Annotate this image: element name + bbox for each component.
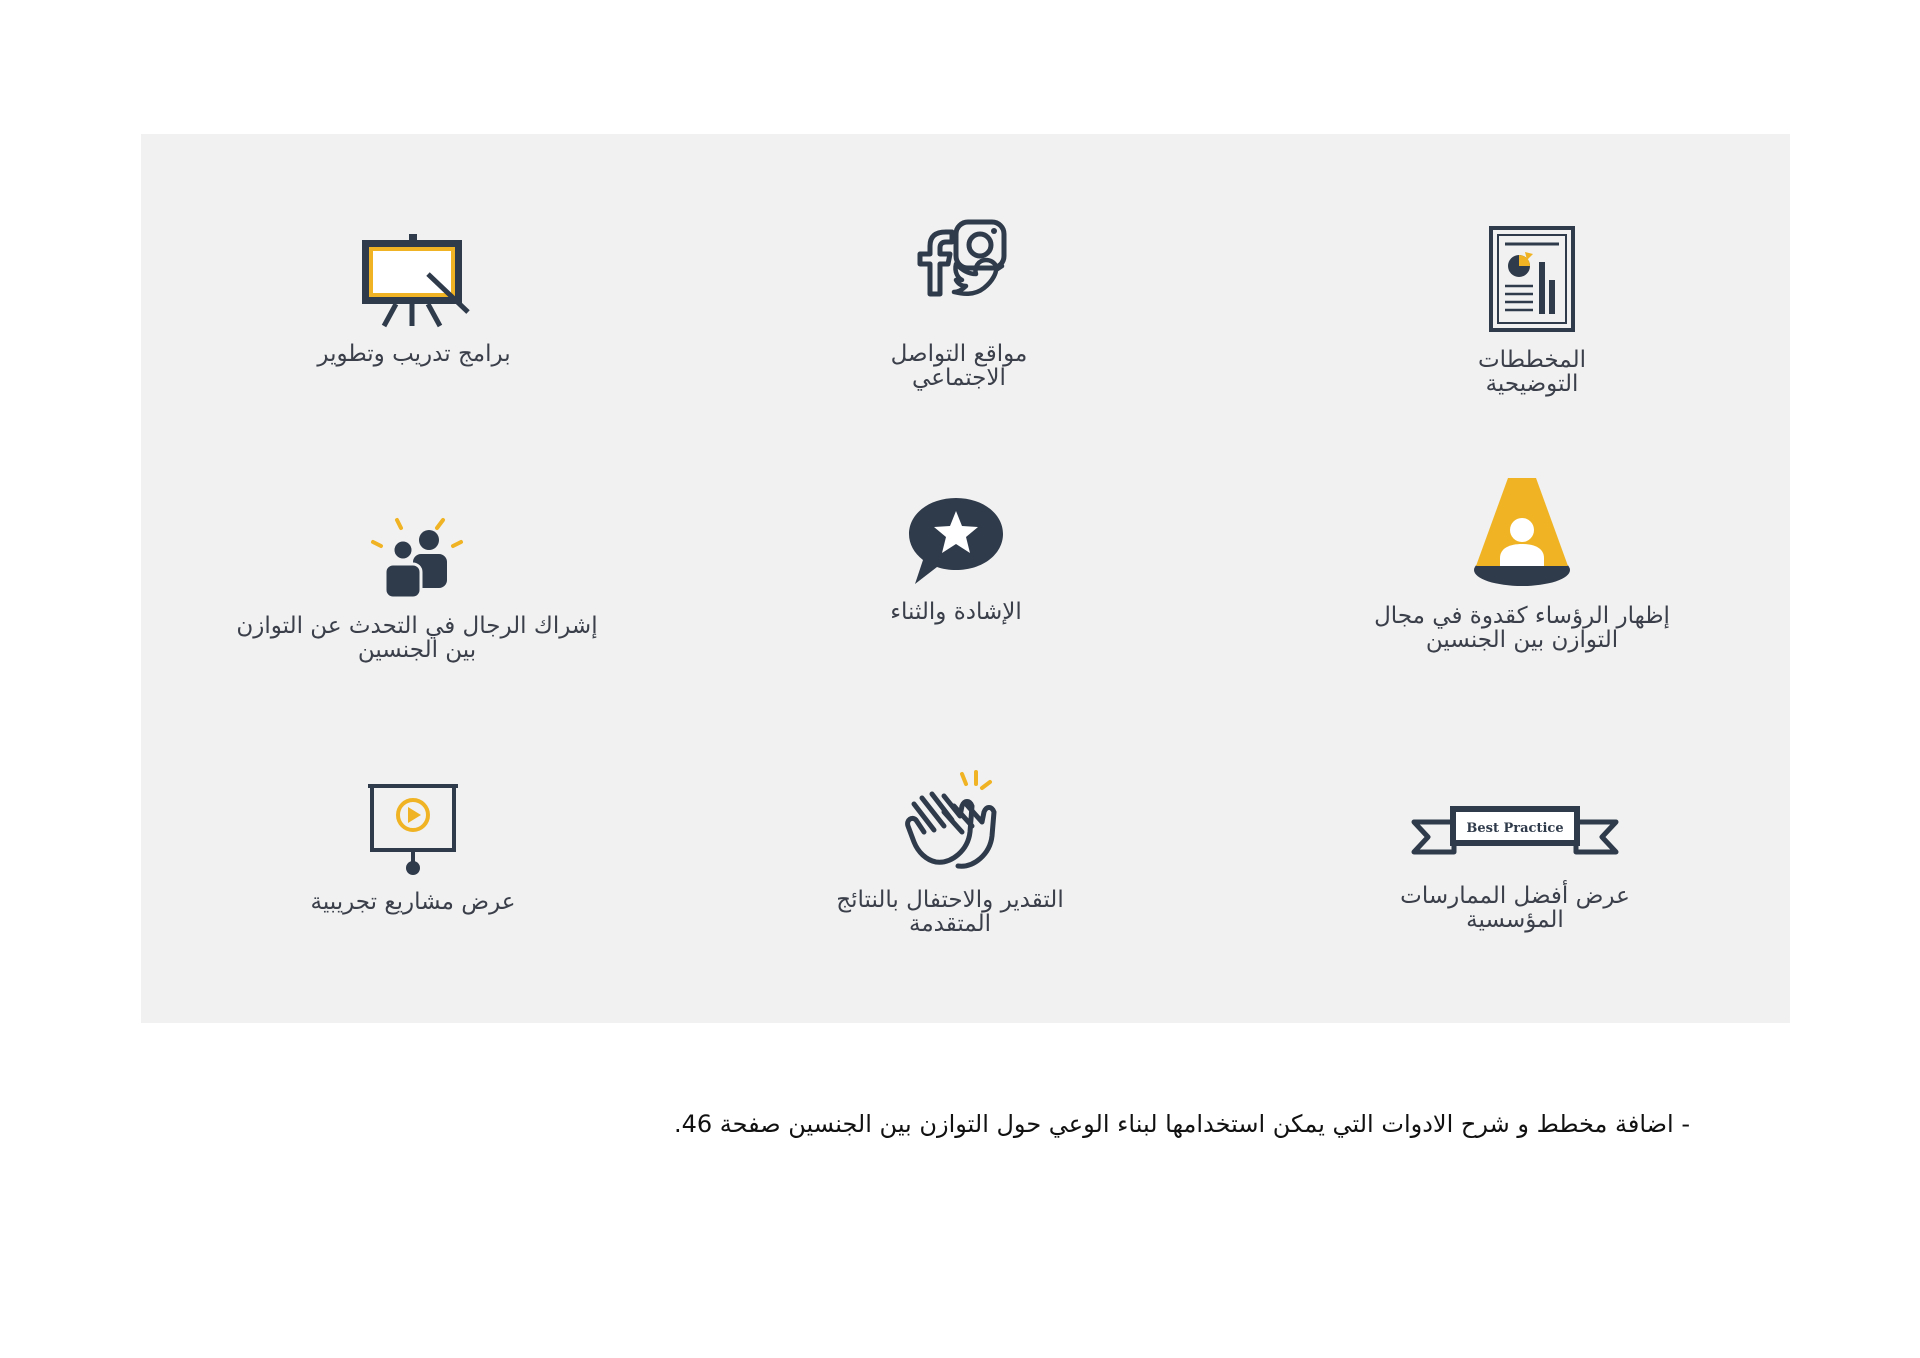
infographic-chart-icon [1487,224,1577,334]
tool-engage-men [207,516,627,662]
training-board-icon [356,234,472,328]
tool-best-practices [1305,802,1725,932]
page-note: - اضافة مخطط و شرح الادوات التي يمكن استخدامها لبناء الوعي حول التوازن بين الجنسين صفحة 46. [673,1110,1690,1138]
tool-label: برامج تدريب وتطوير [317,341,511,367]
presentation-screen-icon [368,782,458,876]
tool-label: التقدير والاحتفال بالنتائج المتقدمة [836,887,1064,937]
tool-social-media [749,218,1169,390]
tool-praise [746,494,1166,624]
clapping-hands-icon [900,770,1000,874]
tool-leaders-role-model [1312,478,1732,652]
social-media-icon [904,218,1014,328]
tool-label: مواقع التواصل الاجتماعي [890,341,1028,391]
tool-label: إظهار الرؤساء كقدوة في مجال التوازن بين الجنسين [1374,603,1670,653]
tool-pilot-projects [203,782,623,914]
tools-panel [141,134,1790,1023]
tool-training [204,234,624,366]
best-practice-ribbon-icon [1410,802,1620,858]
tool-label: الإشادة والثناء [890,599,1022,625]
tool-infographics [1322,224,1742,396]
men-talking-icon [369,516,465,600]
ribbon-text: Best Practice [1466,821,1564,836]
speech-star-icon [905,494,1007,586]
tool-label: عرض أفضل الممارسات المؤسسية [1400,883,1630,933]
spotlight-leader-icon [1470,478,1574,590]
tool-label: إشراك الرجال في التحدث عن التوازن بين الجنسين [236,613,598,663]
tool-label: المخططات التوضيحية [1478,347,1586,397]
tool-celebrate-results [740,770,1160,936]
tool-label: عرض مشاريع تجريبية [310,889,516,915]
